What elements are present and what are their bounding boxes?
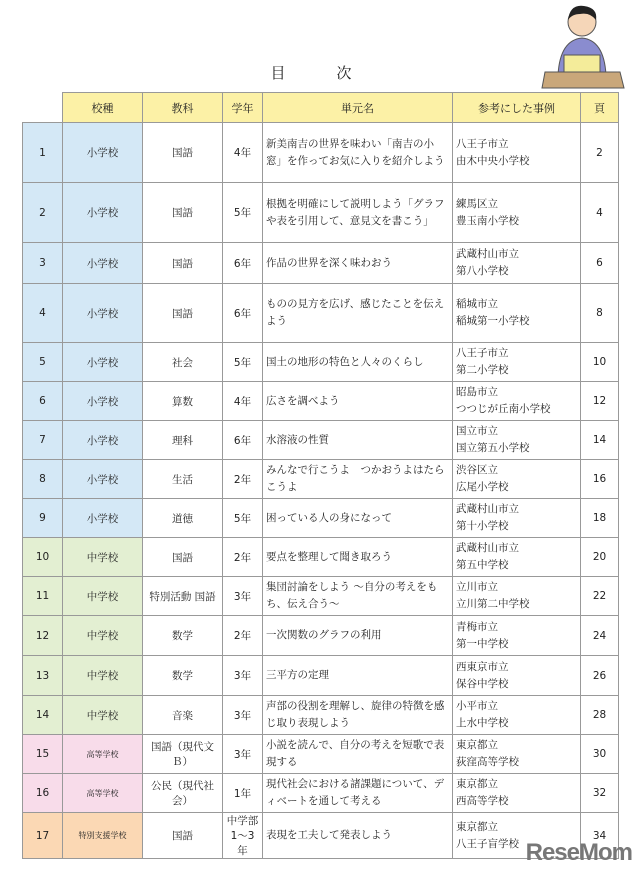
reference-school	[453, 343, 581, 382]
table-row	[23, 284, 619, 343]
unit-name: 声部の役割を理解し、旋律の特徴を感じ取り表現しよう	[263, 696, 453, 735]
reference-school-name: 国立第五小学校	[456, 442, 530, 454]
reference-school	[453, 382, 581, 421]
reference-school-name: 第一中学校	[456, 637, 509, 650]
row-number: 10	[23, 538, 63, 577]
reference-school-name: 広尾小学校	[456, 481, 509, 493]
grade: 3年	[223, 735, 263, 774]
unit-name: 広さを調べよう	[263, 382, 453, 421]
reference-school	[453, 243, 581, 284]
page-number: 8	[581, 284, 619, 343]
header-row	[23, 93, 619, 123]
subject: 数学	[143, 616, 223, 656]
reference-school-name: 稲城第一小学校	[456, 315, 530, 327]
school-type: 小学校	[63, 284, 143, 343]
page-number: 20	[581, 538, 619, 577]
school-type: 小学校	[63, 343, 143, 382]
reference-school-name: 第五中学校	[456, 559, 509, 571]
reference-municipality: 練馬区立	[456, 197, 498, 210]
header-unit: 単元名	[263, 93, 453, 123]
reference-municipality: 青梅市立	[456, 620, 498, 633]
subject: 算数	[143, 382, 223, 421]
page-number: 6	[581, 243, 619, 284]
page-number: 10	[581, 343, 619, 382]
table-row	[23, 460, 619, 499]
table-row	[23, 421, 619, 460]
reference-municipality: 渋谷区立	[456, 464, 498, 476]
reference-municipality: 昭島市立	[456, 386, 498, 398]
page-number: 18	[581, 499, 619, 538]
reference-school-name: 由木中央小学校	[456, 154, 530, 167]
reference-municipality: 八王子市立	[456, 347, 509, 359]
row-number: 8	[23, 460, 63, 499]
header-school-type: 校種	[63, 93, 143, 123]
page-number: 28	[581, 696, 619, 735]
reference-school-name: 立川第二中学校	[456, 598, 530, 610]
reference-school-name: 第八小学校	[456, 265, 509, 277]
subject: 特別活動 国語	[143, 577, 223, 616]
reference-school-name: 荻窪高等学校	[456, 756, 519, 768]
page-number: 32	[581, 774, 619, 813]
table-row	[23, 696, 619, 735]
subject: 国語（現代文Ｂ）	[143, 735, 223, 774]
reference-school	[453, 421, 581, 460]
school-type: 中学校	[63, 616, 143, 656]
row-number: 13	[23, 656, 63, 696]
page-number: 14	[581, 421, 619, 460]
row-number: 4	[23, 284, 63, 343]
reference-municipality: 武蔵村山市立	[456, 542, 519, 554]
page-number: 26	[581, 656, 619, 696]
row-number: 2	[23, 183, 63, 243]
grade: 3年	[223, 577, 263, 616]
subject: 生活	[143, 460, 223, 499]
table-row	[23, 343, 619, 382]
row-number: 11	[23, 577, 63, 616]
table-row	[23, 382, 619, 421]
contents-table	[22, 92, 619, 859]
reference-municipality: 国立市立	[456, 425, 498, 437]
subject: 公民（現代社会）	[143, 774, 223, 813]
subject: 国語	[143, 123, 223, 183]
grade: 5年	[223, 183, 263, 243]
unit-name: 新美南吉の世界を味わい「南吉の小窓」を作ってお気に入りを紹介しよう	[263, 123, 453, 183]
page-number: 16	[581, 460, 619, 499]
reference-school-name: つつじが丘南小学校	[456, 403, 551, 415]
page-number: 4	[581, 183, 619, 243]
subject: 音楽	[143, 696, 223, 735]
reference-school-name: 豊玉南小学校	[456, 214, 519, 227]
reference-school	[453, 696, 581, 735]
subject: 国語	[143, 538, 223, 577]
reference-school-name: 西高等学校	[456, 795, 509, 807]
unit-name: 根拠を明確にして説明しよう「グラフや表を引用して、意見文を書こう」	[263, 183, 453, 243]
row-number: 9	[23, 499, 63, 538]
grade: 2年	[223, 538, 263, 577]
subject: 国語	[143, 284, 223, 343]
table-row	[23, 499, 619, 538]
reference-school-name: 第十小学校	[456, 520, 509, 532]
page-number: 12	[581, 382, 619, 421]
unit-name: 困っている人の身になって	[263, 499, 453, 538]
reference-school	[453, 656, 581, 696]
unit-name: 要点を整理して聞き取ろう	[263, 538, 453, 577]
grade: 6年	[223, 243, 263, 284]
resemom-watermark: ReseMom	[525, 839, 632, 866]
reference-school-name: 保谷中学校	[456, 677, 509, 690]
page-number: 34	[581, 813, 619, 859]
grade: 6年	[223, 421, 263, 460]
reference-municipality: 武蔵村山市立	[456, 248, 519, 260]
reference-school	[453, 577, 581, 616]
school-type: 中学校	[63, 538, 143, 577]
reference-municipality: 八王子市立	[456, 137, 509, 150]
reference-municipality: 武蔵村山市立	[456, 503, 519, 515]
header-reference: 参考にした事例	[453, 93, 581, 123]
unit-name: 表現を工夫して発表しよう	[263, 813, 453, 859]
unit-name: みんなで行こうよ つかおうよはたらこうよ	[263, 460, 453, 499]
header-grade: 学年	[223, 93, 263, 123]
school-type: 特別支援学校	[63, 813, 143, 859]
reference-municipality: 立川市立	[456, 581, 498, 593]
school-type: 中学校	[63, 696, 143, 735]
row-number: 1	[23, 123, 63, 183]
school-type: 小学校	[63, 183, 143, 243]
page-number: 30	[581, 735, 619, 774]
row-number: 3	[23, 243, 63, 284]
school-type: 小学校	[63, 123, 143, 183]
grade: 4年	[223, 123, 263, 183]
reference-school	[453, 616, 581, 656]
page-number: 22	[581, 577, 619, 616]
grade: 中学部 1～3年	[223, 813, 263, 859]
row-number: 17	[23, 813, 63, 859]
unit-name: 三平方の定理	[263, 656, 453, 696]
reference-school-name: 第二小学校	[456, 364, 509, 376]
page-title: 目 次	[270, 64, 370, 82]
unit-name: 小説を読んで、自分の考えを短歌で表現する	[263, 735, 453, 774]
school-type: 小学校	[63, 499, 143, 538]
row-number: 7	[23, 421, 63, 460]
grade: 6年	[223, 284, 263, 343]
unit-name: 集団討論をしよう ～自分の考えをもち、伝え合う～	[263, 577, 453, 616]
reference-school-name: 上水中学校	[456, 717, 509, 729]
row-number: 5	[23, 343, 63, 382]
subject: 理科	[143, 421, 223, 460]
teacher-reading-illustration	[540, 0, 625, 90]
unit-name: 国土の地形の特色と人々のくらし	[263, 343, 453, 382]
table-row	[23, 123, 619, 183]
reference-school	[453, 499, 581, 538]
reference-school	[453, 284, 581, 343]
grade: 4年	[223, 382, 263, 421]
grade: 5年	[223, 499, 263, 538]
row-number: 12	[23, 616, 63, 656]
table-row	[23, 538, 619, 577]
subject: 道徳	[143, 499, 223, 538]
grade: 1年	[223, 774, 263, 813]
reference-school	[453, 538, 581, 577]
page-number: 2	[581, 123, 619, 183]
table-row	[23, 616, 619, 656]
reference-municipality: 東京都立	[456, 778, 498, 790]
subject: 国語	[143, 813, 223, 859]
reference-school	[453, 183, 581, 243]
reference-municipality: 東京都立	[456, 820, 498, 833]
school-type: 小学校	[63, 421, 143, 460]
unit-name: 作品の世界を深く味わおう	[263, 243, 453, 284]
header-blank	[23, 93, 63, 123]
school-type: 中学校	[63, 577, 143, 616]
grade: 3年	[223, 656, 263, 696]
grade: 3年	[223, 696, 263, 735]
subject: 国語	[143, 183, 223, 243]
unit-name: 水溶液の性質	[263, 421, 453, 460]
reference-school-name: 八王子盲学校	[456, 837, 519, 850]
table-row	[23, 735, 619, 774]
unit-name: 現代社会における諸課題について、ディベートを通して考える	[263, 774, 453, 813]
page-number: 24	[581, 616, 619, 656]
reference-school	[453, 735, 581, 774]
header-subject: 教科	[143, 93, 223, 123]
subject: 国語	[143, 243, 223, 284]
table-row	[23, 183, 619, 243]
grade: 2年	[223, 460, 263, 499]
table-row	[23, 656, 619, 696]
row-number: 14	[23, 696, 63, 735]
row-number: 15	[23, 735, 63, 774]
reference-municipality: 小平市立	[456, 700, 498, 712]
reference-municipality: 稲城市立	[456, 298, 498, 310]
header-page: 頁	[581, 93, 619, 123]
unit-name: 一次関数のグラフの利用	[263, 616, 453, 656]
reference-school	[453, 460, 581, 499]
school-type: 小学校	[63, 243, 143, 284]
subject: 数学	[143, 656, 223, 696]
school-type: 小学校	[63, 460, 143, 499]
grade: 5年	[223, 343, 263, 382]
reference-school	[453, 774, 581, 813]
school-type: 小学校	[63, 382, 143, 421]
unit-name: ものの見方を広げ、感じたことを伝えよう	[263, 284, 453, 343]
reference-municipality: 西東京市立	[456, 660, 509, 673]
school-type: 高等学校	[63, 735, 143, 774]
grade: 2年	[223, 616, 263, 656]
school-type: 中学校	[63, 656, 143, 696]
subject: 社会	[143, 343, 223, 382]
reference-school	[453, 123, 581, 183]
table-row	[23, 774, 619, 813]
table-row	[23, 243, 619, 284]
row-number: 16	[23, 774, 63, 813]
school-type: 高等学校	[63, 774, 143, 813]
row-number: 6	[23, 382, 63, 421]
reference-municipality: 東京都立	[456, 739, 498, 751]
table-row	[23, 577, 619, 616]
